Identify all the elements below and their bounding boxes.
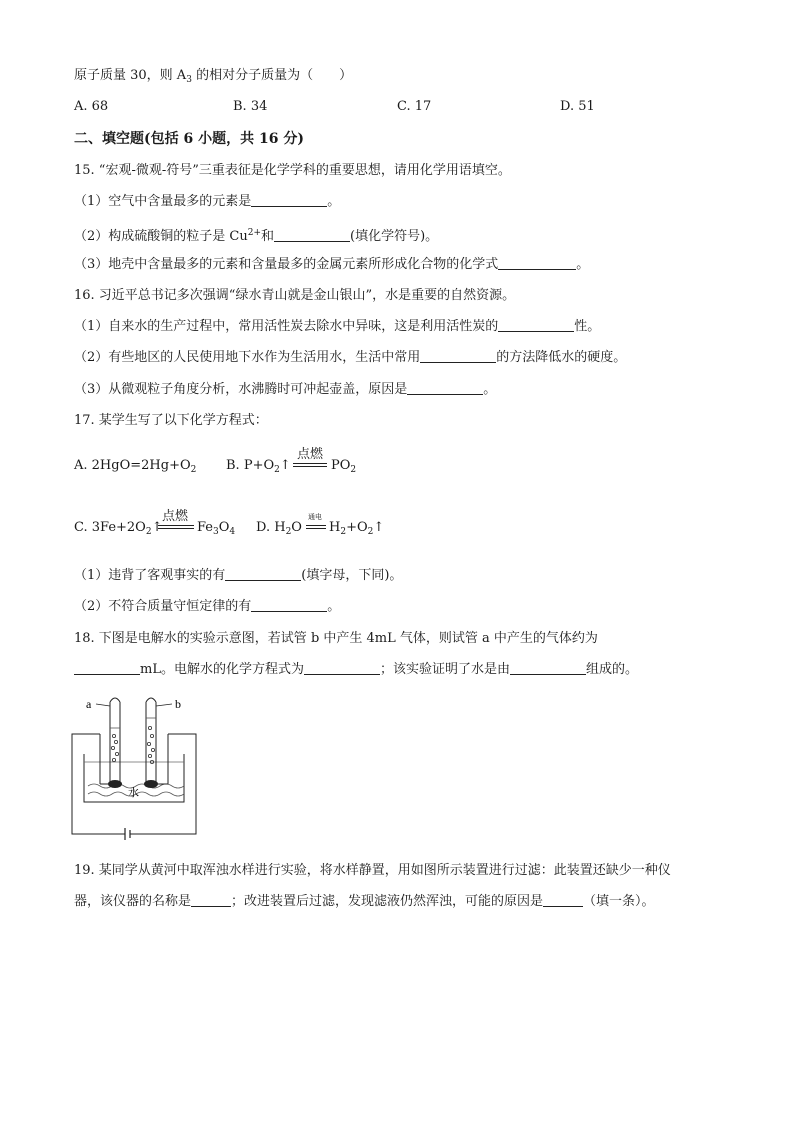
q16-blank2[interactable] <box>420 348 496 363</box>
q15-blank3[interactable] <box>498 255 576 270</box>
section-heading: 二、填空题(包括 6 小题，共 16 分) <box>74 131 304 147</box>
q17-equation-a: A. $2HgO=2Hg+O_2$ <box>74 458 197 475</box>
q18-blank-volume[interactable] <box>74 660 140 675</box>
q16-part1: （1）自来水的生产过程中，常用活性炭去除水中异味，这是利用活性炭的 性。 <box>74 319 601 334</box>
electrolysis-diagram <box>70 690 210 842</box>
q17-b-double-bar-bottom <box>293 466 327 467</box>
q17-stem: 17. 某学生写了以下化学方程式： <box>74 413 268 428</box>
q17-d-double-bar-bottom <box>306 528 326 529</box>
tube-b-label: b <box>175 697 181 711</box>
q17-equation-c: C. $3Fe+2O_2↑$ <box>74 520 163 537</box>
q15-blank2[interactable] <box>274 227 350 242</box>
q15-part3: （3）地壳中含量最多的元素和含量最多的金属元素所形成化合物的化学式 。 <box>74 257 590 272</box>
q16-part3: （3）从微观粒子角度分析，水沸腾时可冲起壶盖，原因是 。 <box>74 382 497 397</box>
q17-equation-b: B. $P+O_2↑$ <box>226 458 291 475</box>
q15-part2: （2）构成硫酸铜的粒子是 $Cu^{2+}$和 (填化学符号)。 <box>74 228 439 244</box>
q16-blank1[interactable] <box>498 317 574 332</box>
q14-option-c: C. 17 <box>397 99 432 114</box>
q17-c-double-bar-top <box>158 525 194 526</box>
electrode-b <box>144 780 158 788</box>
q17-b-double-bar-top <box>293 463 327 464</box>
q15-stem: 15. “宏观-微观-符号”三重表征是化学学科的重要思想，请用化学用语填空。 <box>74 163 511 178</box>
q15-blank1[interactable] <box>251 192 327 207</box>
test-tube-a <box>110 698 120 782</box>
q15-part1: （1）空气中含量最多的元素是 。 <box>74 194 341 209</box>
q17-d-product: $H_2+O_2↑$ <box>329 520 385 537</box>
q18-line1: 18. 下图是电解水的实验示意图，若试管 b 中产生 4mL 气体，则试管 a 中产生的气体约为 <box>74 631 598 646</box>
q19-blank-reason[interactable] <box>543 892 583 907</box>
test-tube-b <box>146 698 156 782</box>
q16-part2: （2）有些地区的人民使用地下水作为生活用水，生活中常用 的方法降低水的硬度。 <box>74 350 627 365</box>
q18-blank-composition[interactable] <box>510 660 586 675</box>
q18-blank-equation[interactable] <box>304 660 380 675</box>
q17-part2: （2）不符合质量守恒定律的有 。 <box>74 599 341 614</box>
q18-line2: mL。电解水的化学方程式为 ；该实验证明了水是由 组成的。 <box>74 660 638 680</box>
q14-option-b: B. 34 <box>233 99 268 114</box>
q17-equation-d: D. $H_2O$ <box>256 520 302 537</box>
q19-line2: 器，该仪器的名称是 ；改进装置后过滤，发现滤液仍然浑浊，可能的原因是 （填一条）。 <box>74 894 655 909</box>
q17-blank2[interactable] <box>251 597 327 612</box>
q16-blank3[interactable] <box>407 380 483 395</box>
q14-stem: 原子质量 30，则 $A_3$ 的相对分子质量为（ ） <box>74 68 353 85</box>
q17-d-condition: 通电 <box>308 513 322 521</box>
q17-c-double-bar-bottom <box>158 528 194 529</box>
electrode-a <box>108 780 122 788</box>
q17-b-product: $PO_2$ <box>331 458 357 475</box>
tube-a-label: a <box>86 697 92 711</box>
q19-line1: 19. 某同学从黄河中取浑浊水样进行实验，将水样静置，用如图所示装置进行过滤：此装置还缺少一种仪 <box>74 863 671 878</box>
q17-part1: （1）违背了客观事实的有 (填字母，下同)。 <box>74 568 403 583</box>
q17-b-condition: 点燃 <box>297 447 324 462</box>
q14-option-d: D. 51 <box>560 99 595 114</box>
q17-d-double-bar-top <box>306 525 326 526</box>
q17-c-condition: 点燃 <box>162 509 189 524</box>
q17-c-product: $Fe_3O_4$ <box>197 520 236 537</box>
q19-blank-instrument[interactable] <box>191 892 231 907</box>
q16-stem: 16. 习近平总书记多次强调“绿水青山就是金山银山”，水是重要的自然资源。 <box>74 288 516 303</box>
q14-option-a: A. 68 <box>74 99 109 114</box>
q17-blank1[interactable] <box>225 566 301 581</box>
gas-bubbles <box>111 726 154 763</box>
water-label: 水 <box>128 786 139 799</box>
